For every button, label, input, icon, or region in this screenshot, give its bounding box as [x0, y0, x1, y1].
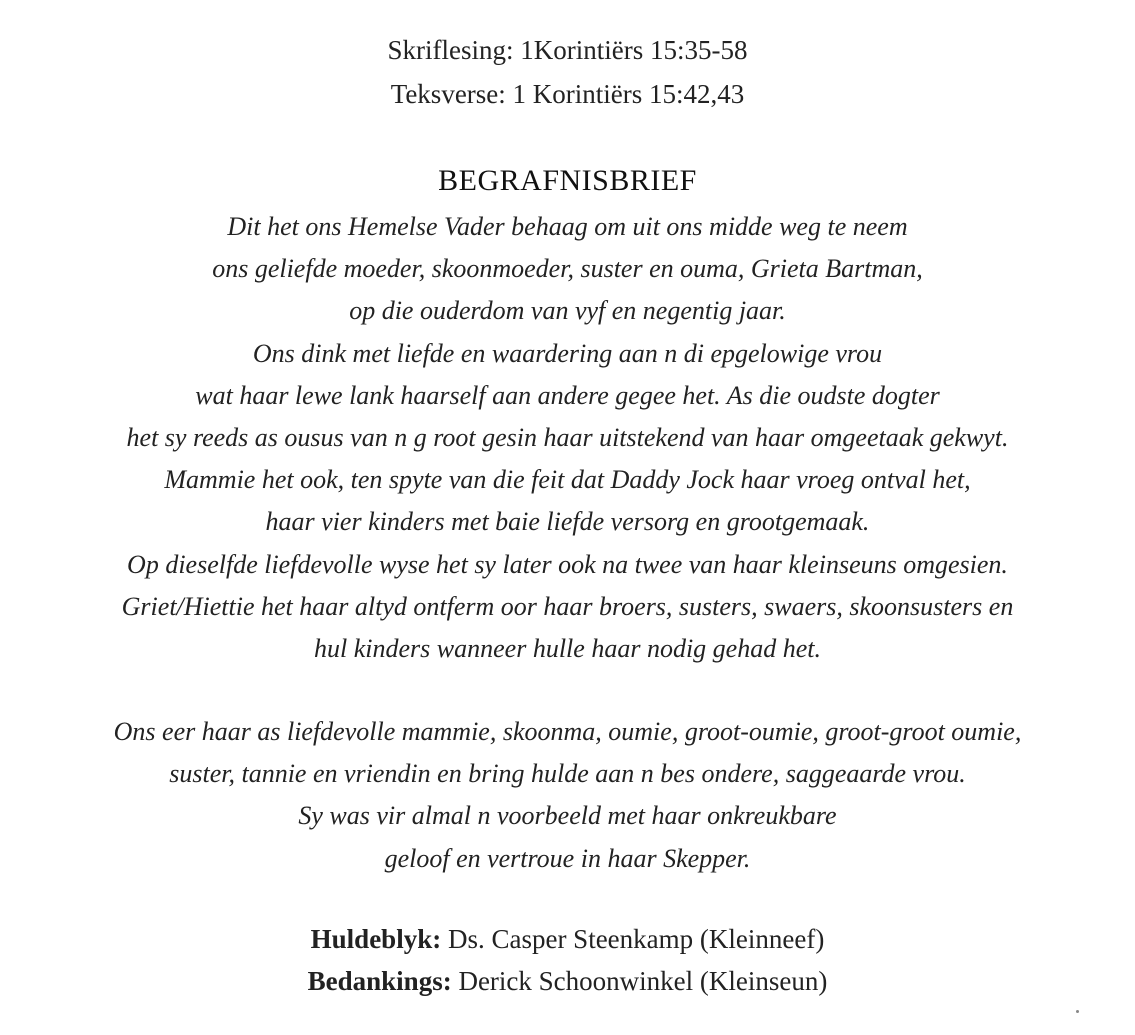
thanks-name: Derick Schoonwinkel (Kleinseun) [458, 966, 828, 996]
text-line: Dit het ons Hemelse Vader behaag om uit ons midde weg te neem [227, 212, 908, 241]
text-line: Ons dink met liefde en waardering aan n di epgelowige vrou [252, 338, 883, 368]
text-line: haar vier kinders met baie liefde versorg en grootgemaak. [265, 507, 870, 537]
scripture-reading: Skriflesing: 1Korintiërs 15:35-58 [387, 35, 748, 65]
text-line: ons geliefde moeder, skoonmoeder, suster en ouma, Grieta Bartman, [212, 254, 923, 284]
text-line: hul kinders wanneer hulle haar nodig gehad het. [314, 634, 821, 664]
text-verses: Teksverse: 1 Korintiërs 15:42,43 [390, 79, 745, 109]
page-title: BEGRAFNISBRIEF [438, 164, 697, 197]
tribute-label: Huldeblyk: [310, 924, 442, 954]
text-line: suster, tannie en vriendin en bring hulde aan n bes ondere, saggeaarde vrou. [169, 759, 966, 789]
scripture-header [0, 28, 1135, 116]
tribute-name: Ds. Casper Steenkamp (Kleinneef) [447, 924, 825, 954]
text-line: Griet/Hiettie het haar altyd ontferm oor haar broers, susters, swaers, skoonsusters en [121, 591, 1014, 621]
text-line: Sy was vir almal n voorbeeld met haar onkreukbare [298, 801, 837, 831]
text-line: geloof en vertroue in haar Skepper. [384, 843, 751, 873]
text-line: Mammie het ook, ten spyte van die feit dat Daddy Jock haar vroeg ontval het, [164, 465, 971, 495]
text-line: wat haar lewe lank haarself aan andere gegee het. As die oudste dogter [195, 380, 940, 410]
obituary-paragraph-2 [10, 711, 1125, 880]
thanks-label: Bedankings: [307, 966, 452, 996]
obituary-paragraph-1 [10, 206, 1125, 670]
scan-speck [1076, 1010, 1079, 1013]
text-line: het sy reeds as ousus van n g root gesin haar uitstekend van haar omgeetaak gekwyt. [126, 423, 1009, 453]
text-line: Op dieselfde liefdevolle wyse het sy later ook na twee van haar kleinseuns omgesien. [127, 549, 1008, 579]
tribute-line [0, 918, 1135, 960]
text-line: Ons eer haar as liefdevolle mammie, skoonma, oumie, groot-oumie, groot-groot oumie, [113, 717, 1022, 746]
text-line: op die ouderdom van vyf en negentig jaar. [349, 296, 786, 326]
thanks-line [0, 960, 1135, 1002]
credits [0, 918, 1135, 1002]
